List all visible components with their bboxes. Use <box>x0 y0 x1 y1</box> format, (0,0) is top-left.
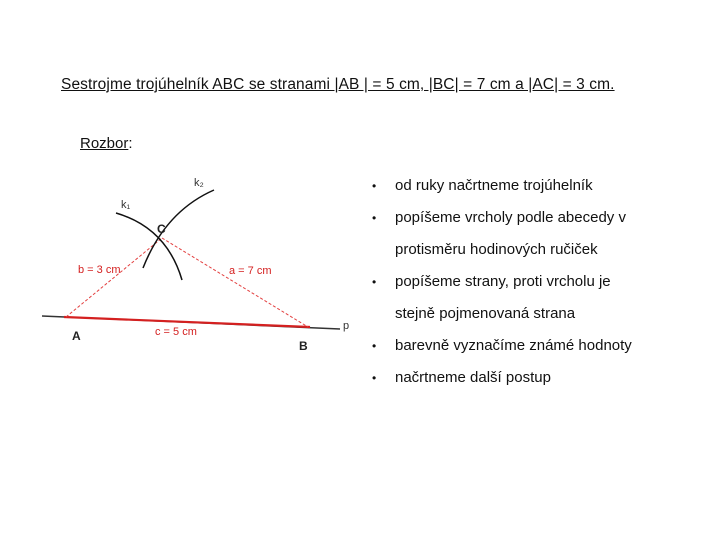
list-item <box>372 362 712 394</box>
label-side-c: c = 5 cm <box>155 326 197 338</box>
list-item <box>372 202 712 266</box>
label-vertex-b: B <box>299 339 308 353</box>
label-vertex-c: C <box>157 222 166 236</box>
list-item-text: popíšeme strany, proti vrcholu je <box>395 273 611 290</box>
analysis-steps-list <box>372 170 712 394</box>
side-b-line <box>66 238 162 317</box>
list-item-continuation: stejně pojmenovaná strana <box>395 305 576 322</box>
arc-k1 <box>116 213 182 280</box>
rozbor-label: Rozbor <box>80 135 129 152</box>
list-item <box>372 266 712 330</box>
label-line-p: p <box>343 320 350 332</box>
label-k2: k₂ <box>194 177 204 189</box>
arc-k2 <box>143 190 214 268</box>
label-side-a: a = 7 cm <box>229 265 272 277</box>
side-a-line <box>162 238 308 327</box>
list-item-text: popíšeme vrcholy podle abecedy v <box>395 209 626 226</box>
label-side-b: b = 3 cm <box>78 264 121 276</box>
list-item-text: načrtneme další postup <box>395 369 551 386</box>
label-k1: k₁ <box>121 199 131 211</box>
list-item-text: od ruky načrtneme trojúhelník <box>395 177 593 194</box>
label-vertex-a: A <box>72 329 81 343</box>
page-title: Sestrojme trojúhelník ABC se stranami |AB | = 5 cm, |BC| = 7 cm a |AC| = 3 cm. <box>61 76 615 93</box>
list-item <box>372 170 712 202</box>
list-item-continuation: protisměru hodinových ručiček <box>395 241 598 258</box>
list-item-text: barevně vyznačíme známé hodnoty <box>395 337 632 354</box>
rozbor-colon: : <box>128 135 133 152</box>
list-item <box>372 330 712 362</box>
